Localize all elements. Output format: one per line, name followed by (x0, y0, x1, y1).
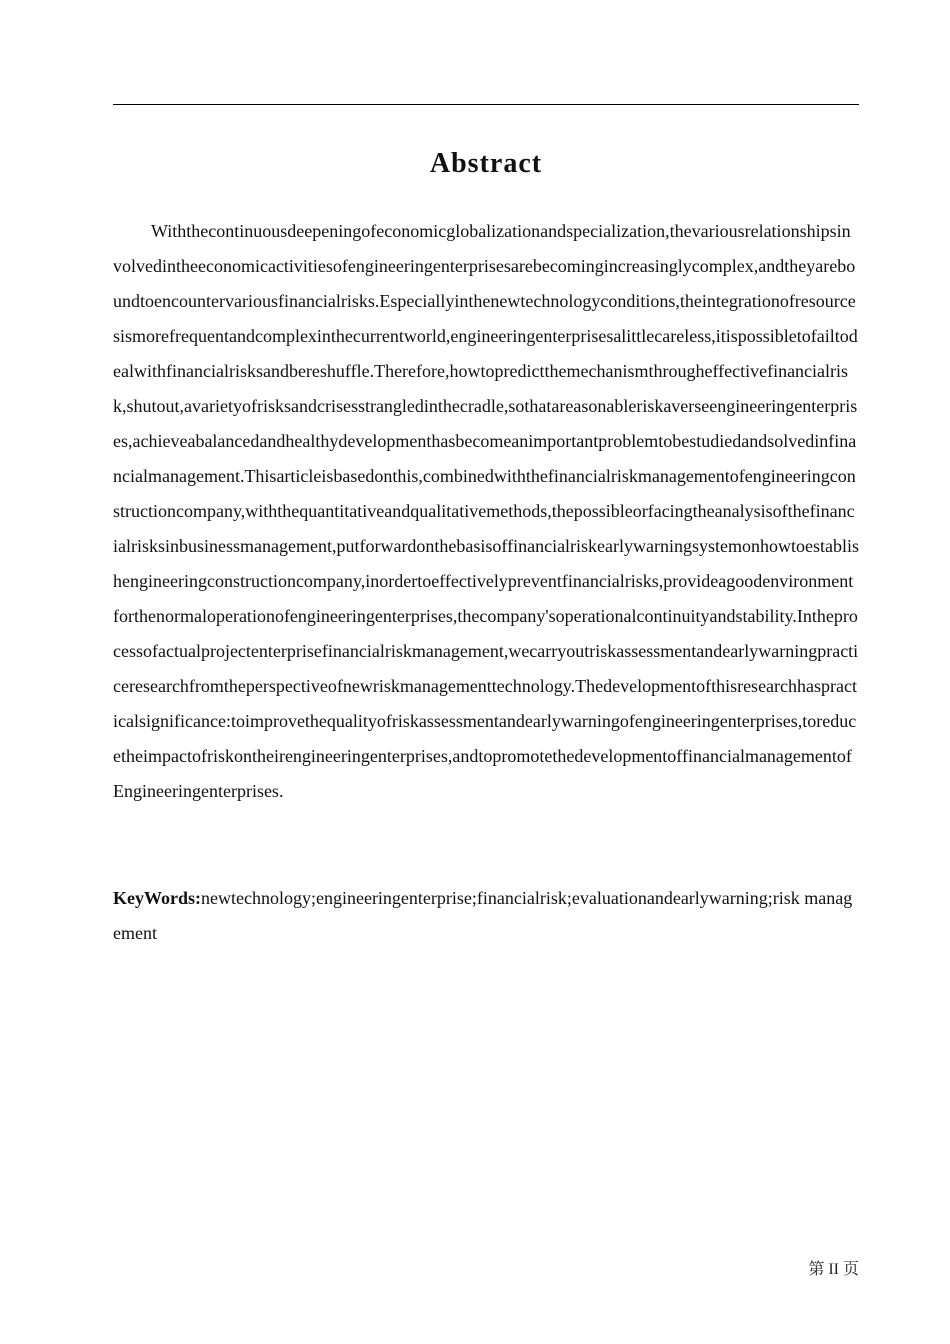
page-number: 第 II 页 (808, 1261, 859, 1278)
keywords-line (113, 881, 859, 951)
abstract-body (113, 214, 859, 809)
keywords-text: newtechnology;engineeringenterprise;financialrisk;evaluationandearlywarning;risk management (113, 888, 853, 943)
header-rule (113, 104, 859, 105)
abstract-paragraph: Withthecontinuousdeepeningofeconomicglobalizationandspecialization,thevariousrelationshipsinvolvedintheeconomicactivitiesofengineeringenterprisesarebecomingincreasinglycomplex,andtheyareboundtoencountervariousfinancialrisks.Especiallyinthenewtechnologyconditions,theintegrationofresourcesismorefrequentandcomplexinthecurrentworld,engineeringenterprisesalittlecareless,itispossibletofailtodealwithfinancialrisksandbereshuffle.Therefore,howtopredictthemechanismthrougheffectivefinancialrisk,shutout,avarietyofrisksandcrisesstrangledinthecradle,sothatareasonableriskaverseengineeringenterprises,achieveabalancedandhealthydevelopmenthasbecomeanimportantproblemtobestudiedandsolvedinfinancialmanagement.Thisarticleisbasedonthis,combinedwiththefinancialriskmanagementofengineeringconstructioncompany,withthequantitativeandqualitativemethods,thepossibleorfacingtheanalysisofthefinancialrisksinbusinessmanagement,putforwardonthebasisoffinancialriskearlywarningsystemonhowtoestablishengineeringconstructioncompany,inordertoeffectivelypreventfinancialrisks,provideagoodenvironmentforthenormaloperationofengineeringenterprises,thecompany'soperationalcontinuityandstability.Intheprocessofactualprojectenterprisefinancialriskmanagement,wecarryoutriskassessmentandearlywarningpracticeresearchfromtheperspectiveofnewriskmanagementtechnology.Thedevelopmentofthisresearchhaspracticalsignificance:toimprovethequalityofriskassessmentandearlywarningofengineeringenterprises,toreducetheimpactofriskontheirengineeringenterprises,andtopromotethedevelopmentoffinancialmanagementofEngineeringenterprises. (113, 221, 860, 801)
page-title: Abstract (429, 148, 543, 179)
keywords-label: KeyWords: (113, 888, 201, 908)
